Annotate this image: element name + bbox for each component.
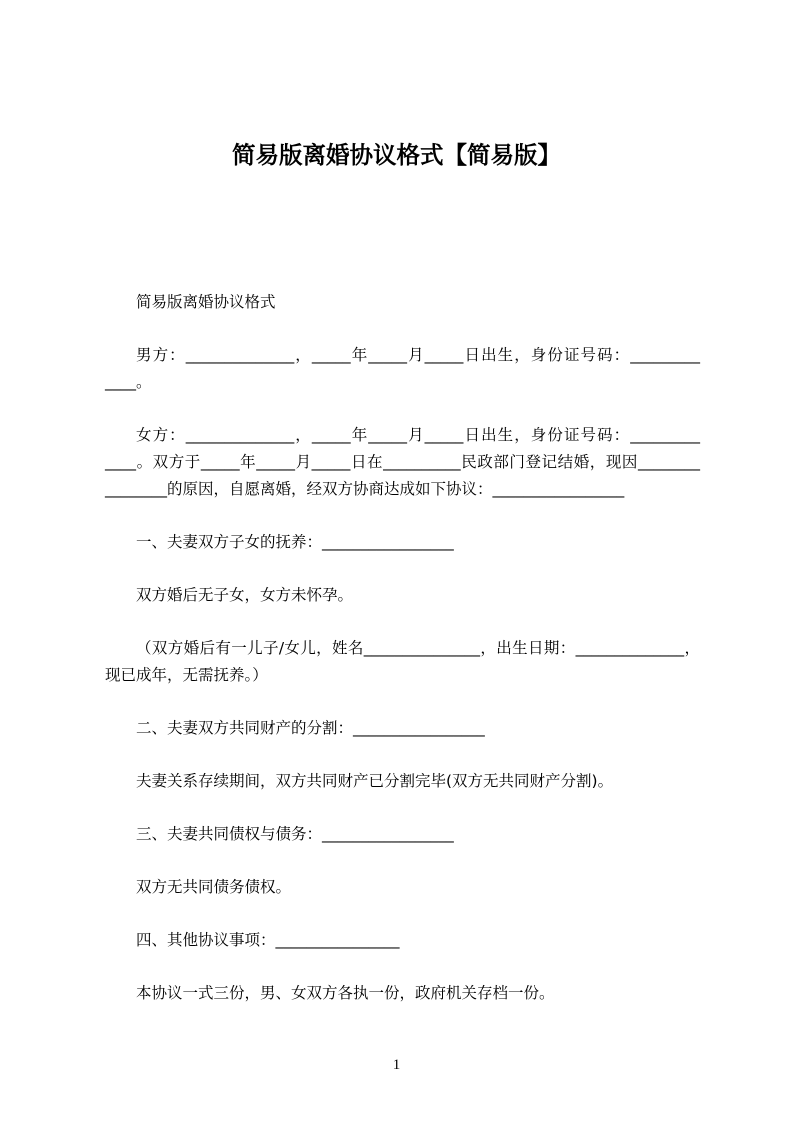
section-4-heading	[105, 927, 700, 954]
paragraph-line: 本协议一式三份，男、女双方各执一份，政府机关存档一份。	[136, 984, 555, 1002]
document-body	[105, 289, 700, 1033]
paragraph-line: 男方：______________，_____年_____月_____日出生，身份证号码：_________	[136, 346, 700, 364]
paragraph-line: ____。双方于_____年_____月_____日在__________民政部门登记结婚，现因________	[105, 453, 700, 471]
section-2-content	[105, 768, 700, 795]
section-4-content	[105, 980, 700, 1007]
paragraph-line: 女方：______________，_____年_____月_____日出生，身份证号码：_________	[136, 426, 700, 444]
intro-heading	[105, 289, 700, 316]
section-1-alternative-note	[105, 635, 700, 689]
husband-info-paragraph	[105, 342, 700, 396]
paragraph-line: ________的原因，自愿离婚，经双方协商达成如下协议：_________________	[105, 480, 625, 498]
paragraph-line: 一、夫妻双方子女的抚养：_________________	[136, 533, 454, 551]
paragraph-line: 简易版离婚协议格式	[136, 293, 276, 311]
paragraph-line: 双方无共同债务债权。	[136, 878, 292, 896]
page-number: 1	[392, 1057, 401, 1073]
paragraph-line: 四、其他协议事项：________________	[136, 931, 400, 949]
paragraph-line: ____。	[105, 373, 152, 391]
section-3-content	[105, 874, 700, 901]
paragraph-line: 夫妻关系存续期间，双方共同财产已分割完毕(双方无共同财产分割)。	[136, 772, 614, 790]
paragraph-line: 现已成年，无需抚养。）	[105, 666, 268, 684]
paragraph-line: （双方婚后有一儿子/女儿，姓名_______________，出生日期：______________，	[136, 639, 700, 657]
document-title: 简易版离婚协议格式【简易版】	[232, 141, 561, 169]
section-3-heading	[105, 821, 700, 848]
section-2-heading	[105, 715, 700, 742]
paragraph-line: 三、夫妻共同债权与债务：_________________	[136, 825, 454, 843]
wife-info-paragraph	[105, 422, 700, 503]
section-1-content	[105, 582, 700, 609]
paragraph-line: 双方婚后无子女，女方未怀孕。	[136, 586, 354, 604]
paragraph-line: 二、夫妻双方共同财产的分割：_________________	[136, 719, 485, 737]
section-1-heading	[105, 529, 700, 556]
